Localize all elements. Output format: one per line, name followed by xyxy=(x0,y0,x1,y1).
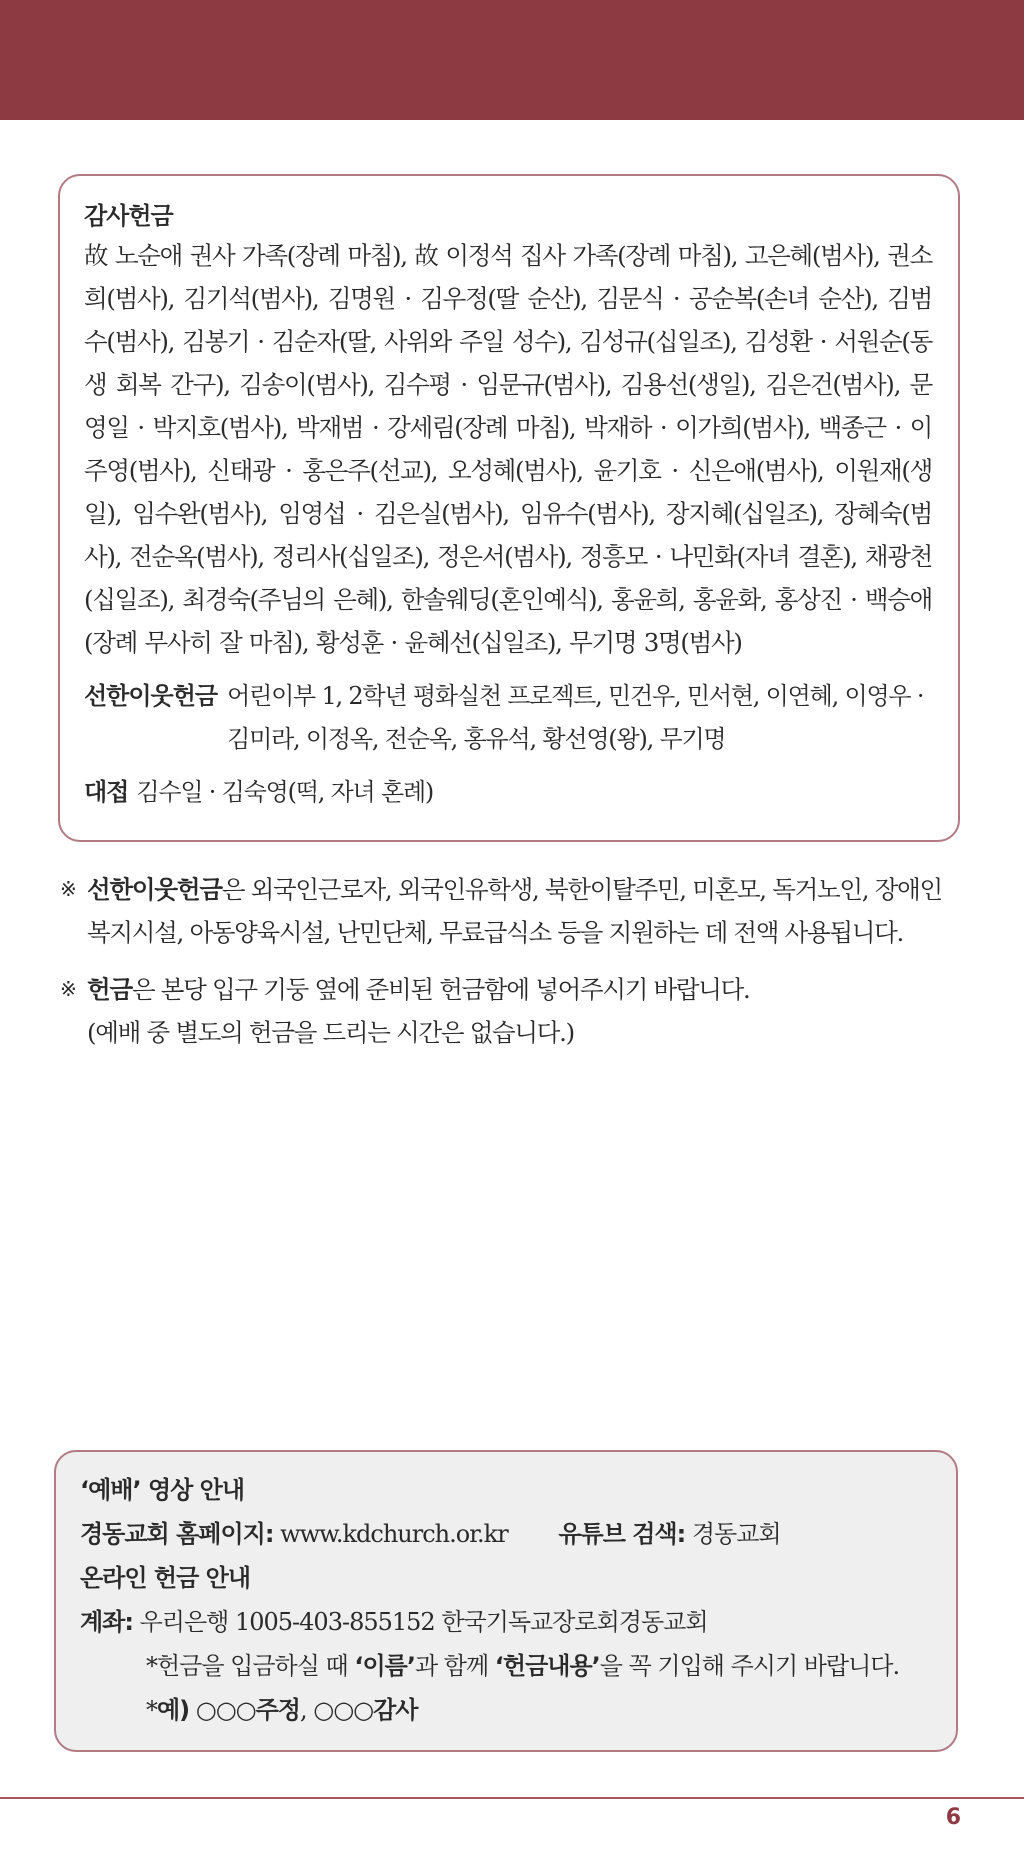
note2-text: 은 본당 입구 기둥 옆에 준비된 헌금함에 넣어주시기 바랍니다. xyxy=(131,975,750,1004)
youtube-search-value: 경동교회 xyxy=(691,1520,781,1548)
neighbor-offering xyxy=(84,675,932,761)
special-offering xyxy=(84,767,932,817)
account-value: 우리은행 1005-403-855152 한국기독교장로회경동교회 xyxy=(139,1608,708,1636)
special-offering-text: 김수일 · 김숙영(떡, 자녀 혼례) xyxy=(136,778,434,806)
note-offering-box xyxy=(60,968,970,1054)
youtube-search-label: 유튜브 검색: xyxy=(558,1520,686,1548)
info-box xyxy=(54,1450,958,1752)
instr-name-keyword: ‘이름’ xyxy=(354,1652,415,1680)
example-label: 예) xyxy=(157,1696,190,1724)
thanks-offering-title: 감사헌금 xyxy=(84,202,173,230)
neighbor-offering-list: 어린이부 1, 2학년 평화실천 프로젝트, 민건우, 민서현, 이연혜, 이영우 · 김미라, 이정옥, 전순옥, 홍유석, 황선영(왕), 무기명 xyxy=(227,682,924,753)
header-bar xyxy=(0,0,1024,120)
account-label: 계좌: xyxy=(80,1608,133,1636)
thanks-offering-list: 故 노순애 권사 가족(장례 마침), 故 이정석 집사 가족(장례 마침), 고은혜(범사), 권소희(범사), 김기석(범사), 김명원 · 김우정(딸 순산), 김문식 · 공순복(손녀 순산), 김범수(범사), 김봉기 · 김순자(딸, 사위와 주일 성수), 김성규(십일조), 김성환 · 서원순(동생 회복 간구), 김송이(범사), 김수평 · 임문규(범사), 김용선(생일), 김은건(범사), 문영일 · 박지호(범사), 박재범 · 강세림(장례 마침), 박재하 · 이가희(범사), 백종근 · 이주영(범사), 신태광 · 홍은주(선교), 오성혜(범사), 윤기호 · 신은애(범사), 이원재(생일), 임수완(범사), 임영섭 · 김은실(범사), 임유수(범사), 장지혜(십일조), 장혜숙(범사), 전순옥(범사), 정리사(십일조), 정은서(범사), 정흥모 · 나민화(자녀 결혼), 채광천(십일조), 최경숙(주님의 은혜), 한솔웨딩(혼인예식), 홍윤희, 홍윤화, 홍상진 · 백승애(장례 무사히 잘 마침), 황성훈 · 윤혜선(십일조), 무기명 3명(범사) xyxy=(84,241,932,657)
note2-keyword: 헌금 xyxy=(87,975,132,1004)
video-guide-title: ‘예배’ 영상 안내 xyxy=(80,1476,245,1504)
reference-mark-icon: ※ xyxy=(60,877,76,901)
note1-text: 은 외국인근로자, 외국인유학생, 북한이탈주민, 미혼모, 독거노인, 장애인 복지시설, 아동양육시설, 난민단체, 무료급식소 등을 지원하는 데 전액 사용됩니다. xyxy=(87,875,942,947)
homepage-url[interactable]: www.kdchurch.or.kr xyxy=(280,1520,508,1548)
note2-line2: (예배 중 별도의 헌금을 드리는 시간은 없습니다.) xyxy=(87,1018,574,1047)
online-offering-title: 온라인 헌금 안내 xyxy=(80,1564,250,1592)
deposit-example: *예) ○○○주정, ○○○감사 xyxy=(146,1696,418,1724)
reference-mark-icon: ※ xyxy=(60,977,76,1001)
neighbor-offering-label: 선한이웃헌금 xyxy=(84,682,218,710)
footer-divider xyxy=(0,1797,1024,1799)
homepage-label: 경동교회 홈페이지: xyxy=(80,1520,274,1548)
deposit-instruction: *헌금을 입금하실 때 ‘이름’과 함께 ‘헌금내용’을 꼭 기입해 주시기 바랍니다. xyxy=(146,1652,900,1680)
offering-box xyxy=(58,174,960,842)
page-number: 6 xyxy=(945,1805,961,1830)
instr-content-keyword: ‘헌금내용’ xyxy=(494,1652,600,1680)
special-offering-label: 대접 xyxy=(84,778,129,806)
note1-keyword: 선한이웃헌금 xyxy=(87,875,222,904)
note-neighbor-offering xyxy=(60,868,970,954)
